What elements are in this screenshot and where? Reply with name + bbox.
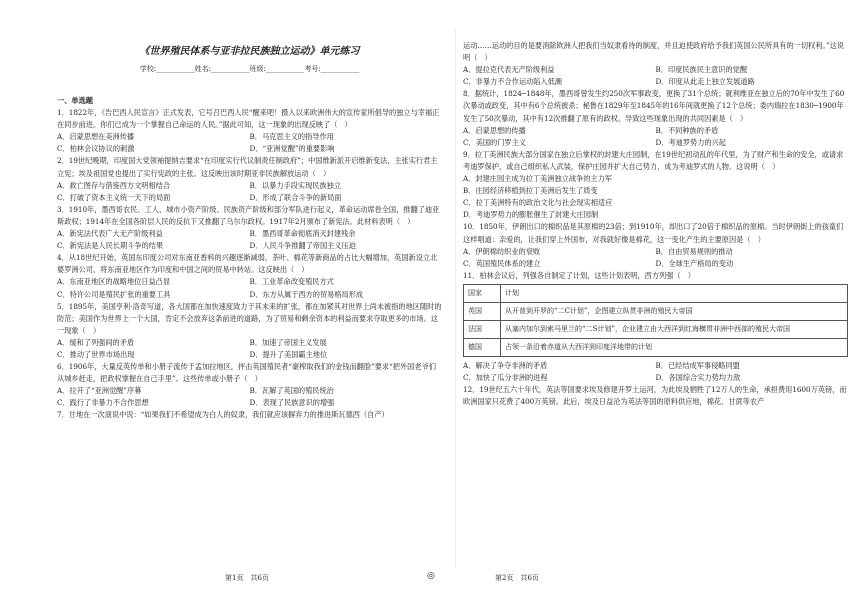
exam-title: 《世界殖民体系与亚非拉民族独立运动》单元练习 [139, 46, 360, 57]
option-a[interactable]: A．东南亚地区的战略地位日益凸显 [57, 277, 171, 287]
page-number-left: 第1页 共6页 [225, 574, 269, 582]
question-stem: 8．据统计，1824─1848年，墨西哥曾发生约250次军事政变，更换了31个总统；就利维亚在独立后的70年中发生了60次暴动或政变，其中有6个总统被杀；秘鲁在1829年至1845年的16年间就更换了12个总统；委内瑞拉在1830─1900年发生了50次暴动，其中有12次推翻了原有的政权。导致这些现象出现的共同因素是（ ） [463, 89, 845, 123]
option-c[interactable]: C．加快了瓜分非洲的进程 [463, 372, 548, 382]
question-stem: 9．拉丁美洲民族大部分国家在独立后掌权的封建大庄园制，在19世纪初动乱的年代里，为了财产和生命的安全，或请求考迪罗保护，或自己组织私人武装，保护庄园并扩大自己势力，成为考迪罗式的人物。这说明（ ） [463, 149, 844, 171]
options [57, 276, 442, 300]
option-c[interactable]: C．打破了资本主义统一天下的局面 [57, 192, 171, 202]
option-c[interactable]: C．非暴力不合作运动陷入低潮 [463, 77, 562, 87]
option-a[interactable]: A．新宪法代表广大无产阶级利益 [57, 229, 163, 239]
options [463, 64, 848, 88]
options [57, 385, 442, 409]
table-header-cell: 国家 [464, 284, 501, 302]
table-header-cell: 计划 [501, 284, 848, 302]
option-a[interactable]: A．伊朗棉纺织业的衰败 [463, 246, 541, 256]
question-stem: 运动……运动的目的是要消除欧洲人把我们当奴隶看待的制度，并且迫使政府给予我们英国公民所具有的一切权利。”这说明（ ） [463, 41, 845, 63]
question-11 [463, 270, 848, 384]
table-row [464, 320, 848, 338]
options [57, 337, 442, 361]
option-b[interactable]: B．已经结成军事侵略同盟 [655, 360, 740, 370]
table-row [464, 338, 848, 356]
question-9 [463, 149, 848, 222]
table-header-row [464, 284, 848, 302]
option-d[interactable]: D．东方从属于西方的贸易格局形成 [249, 289, 364, 299]
option-b[interactable]: B．墨西哥革命彻底消灭封建残余 [249, 229, 356, 239]
option-c[interactable]: C．践行了非暴力不合作思想 [57, 398, 149, 408]
options [463, 125, 848, 149]
question-stem: 3．1910年，墨西哥农民、工人、城市小资产阶级、民族资产阶级和部分军队进行起义，革命运动席卷全国，推翻了迪亚斯政权；1914年在全国各阶层人民的反抗下又推翻了乌尔尔政权。1917年2月颁布了新宪法。此材料表明（ ） [57, 204, 440, 226]
option-d[interactable]: D．“亚洲觉醒”的重要影响 [249, 144, 335, 154]
question-stem: 2．19世纪晚期，印度国大党领袖提纳吉要求“在印度实行代议制责任制政府”；中国维新派开启维新变法，主张实行君主立宪；埃及祖国党也提出了实行宪政的主张。这反映出该时期亚非民族解放运动（ ） [57, 156, 438, 178]
option-d[interactable]: D．印度从此走上独立发展道路 [655, 77, 755, 87]
colonial-plan-table [463, 284, 848, 357]
options [463, 246, 848, 270]
options [57, 180, 442, 204]
question-stem: 10．1850年，伊朗出口的棉织品是其原棉的23倍；到1910年，却出口了20倍于棉织品的原棉。当时伊朗街上的孩童们这样唱道：亲爱的，让我们穿上外国布，对我就好像是棉花，这一变化产生的主要原因是（ ） [463, 222, 844, 244]
table-cell: 从塞内加尔到索马里兰的“二S计划”，企业建立由大西洋到红海横贯非洲中西部的殖民大帝国 [501, 320, 848, 338]
question-5 [57, 301, 442, 361]
option-c[interactable]: C．英国殖民体系的建立 [463, 258, 541, 268]
option-d[interactable]: D．表现了民族意识的增强 [249, 398, 335, 408]
options [57, 228, 442, 252]
column-divider [455, 28, 456, 568]
option-b[interactable]: B．工业革命改变殖民方式 [249, 277, 334, 287]
option-c[interactable]: C．推动了世界市场出现 [57, 349, 135, 359]
option-a[interactable]: A．启蒙思想在美洲传播 [57, 132, 135, 142]
option-b[interactable]: B．马克思主义的指导作用 [249, 132, 334, 142]
table-row [464, 302, 848, 320]
question-12 [463, 384, 848, 408]
question-stem: 1．1822年，《告巴西人民宣言》正式发表，它号召巴西人民“醒来吧！摄入以来欧洲伟大的宣传家所倡导的独立与幸福正在同步前进。你们已成为一个掌握自己命运的人民。”据此可知，这一现象的出现反映了（ ） [57, 108, 440, 130]
table-cell: 英国 [464, 302, 501, 320]
question-stem: 5．1895年，美国亨利·洛奇写道，各大国都在加快速度致力于其未来的扩张，都在加紧其对世界上尚未被指的地区随时的防范；美国作为世界上一个大国，肯定不会放弃这条前进的道路，为了贸易和剩余资本的利益而要求夺取更多的市场。这一现象（ ） [57, 301, 442, 335]
question-stem: 7．甘地在一次演说中说：“如果我们不希望成为白人的奴隶，我们就应该摒弃力的推进斯瓦德西（自产） [57, 410, 389, 420]
question-10 [463, 221, 848, 269]
binding-mark-icon: ◎ [427, 571, 435, 581]
question-6 [57, 361, 442, 409]
table-cell: 法国 [464, 320, 501, 338]
section-title: 一、单选题 [57, 96, 93, 105]
option-b[interactable]: B．加速了帝国主义发展 [249, 337, 327, 347]
option-c[interactable]: C．拉丁美洲特有的政治文化与社会现实相适应 [463, 198, 613, 208]
option-c[interactable]: C．柏林会议协议的刺激 [57, 144, 135, 154]
option-d[interactable]: D．考迪罗势力的膨胀催生了封建大庄园制 [463, 210, 599, 220]
option-d[interactable]: D．考迪罗势力的兴起 [655, 137, 726, 147]
option-d[interactable]: D．提升了美国霸主地位 [249, 349, 328, 359]
question-stem: 6．1906年，大量反英传单和小册子流传于孟加拉地区，抨击英国殖民者“豪榨取我们的金钱而翻脸”要求“把外国老爷们从城乡赶走，把政权掌握在自己手里”。这些传单或小册子（ ） [57, 362, 436, 384]
option-c[interactable]: C．新宪法是人民长期斗争的结果 [57, 241, 164, 251]
option-b[interactable]: B．自由贸易规则的推动 [655, 246, 733, 256]
option-b[interactable]: B．不同种族的矛盾 [655, 125, 719, 135]
option-d[interactable]: D．全球生产格局的变动 [655, 258, 734, 268]
question-stem: 4．从18世纪开始，英国东印度公司对东南亚香料的兴趣逐渐减弱，茶叶、棉花等新商品的占比大幅增加，英国新设立北婆罗洲公司，将东南亚地区作为印度和中国之间的贸易中转站。这反映出（ ） [57, 253, 438, 275]
option-b[interactable]: B．庄园经济移植到拉丁美洲后发生了质变 [463, 186, 598, 196]
page-number-right: 第2页 共6页 [495, 574, 539, 582]
option-d[interactable]: D．人民斗争推翻了帝国主义压迫 [249, 241, 356, 251]
student-info-line: 学校:___________姓名:___________班级:___________考号:___________ [139, 65, 360, 73]
question-8 [463, 88, 848, 148]
question-4 [57, 252, 442, 300]
option-a[interactable]: A．救亡图存与借鉴西方文明相结合 [57, 180, 171, 190]
options [463, 360, 848, 384]
option-b[interactable]: B．印度民族民主意识的觉醒 [655, 65, 748, 75]
question-stem: 12．19世纪五六十年代，英法等国要求埃及修建开罗土运河，为此埃及牺牲了12万人的生命，承担费用1600万英镑，而欧洲国家只花费了400万英镑。此后，埃及日益沦为英法等国的原料供应地，棉花、甘蔗等农产 [463, 385, 847, 407]
option-d[interactable]: D．形成了联合斗争的新局面 [249, 192, 342, 202]
option-a[interactable]: A．缓和了列强间的矛盾 [57, 337, 135, 347]
option-a[interactable]: A．提拉克代表无产阶级利益 [463, 65, 555, 75]
left-column [57, 0, 442, 422]
option-a[interactable]: A．解决了争夺非洲的矛盾 [463, 360, 548, 370]
question-7-continued [463, 40, 848, 88]
options [57, 131, 442, 155]
question-3 [57, 204, 442, 252]
question-2 [57, 155, 442, 203]
option-a[interactable]: A．启蒙思想的传播 [463, 125, 526, 135]
right-column [463, 0, 848, 408]
option-b[interactable]: B．瓦解了英国的殖民统治 [249, 386, 334, 396]
option-c[interactable]: C．特许公司是殖民扩张的重要工具 [57, 289, 171, 299]
option-a[interactable]: A．封建庄园主成为拉丁美洲独立战争的主力军 [463, 174, 612, 184]
option-d[interactable]: D．各国综合实力势均力敌 [655, 372, 741, 382]
table-cell: 从开普到开罗的“二C计划”，企图建立纵贯非洲的殖民大帝国 [501, 302, 848, 320]
question-stem: 11．柏林会议后，列强各自制定了计划，这些计划表明，西方列强（ ） [463, 270, 695, 280]
option-c[interactable]: C．美国的门罗主义 [463, 137, 527, 147]
question-7 [57, 409, 442, 421]
table-cell: 德国 [464, 338, 501, 356]
option-a[interactable]: A．拉开了“亚洲觉醒”序幕 [57, 386, 142, 396]
option-b[interactable]: B．以暴力手段实现民族独立 [249, 180, 342, 190]
table-cell: 占领一条沿着赤道从大西洋到印度洋地带的计划 [501, 338, 848, 356]
question-1 [57, 107, 442, 155]
